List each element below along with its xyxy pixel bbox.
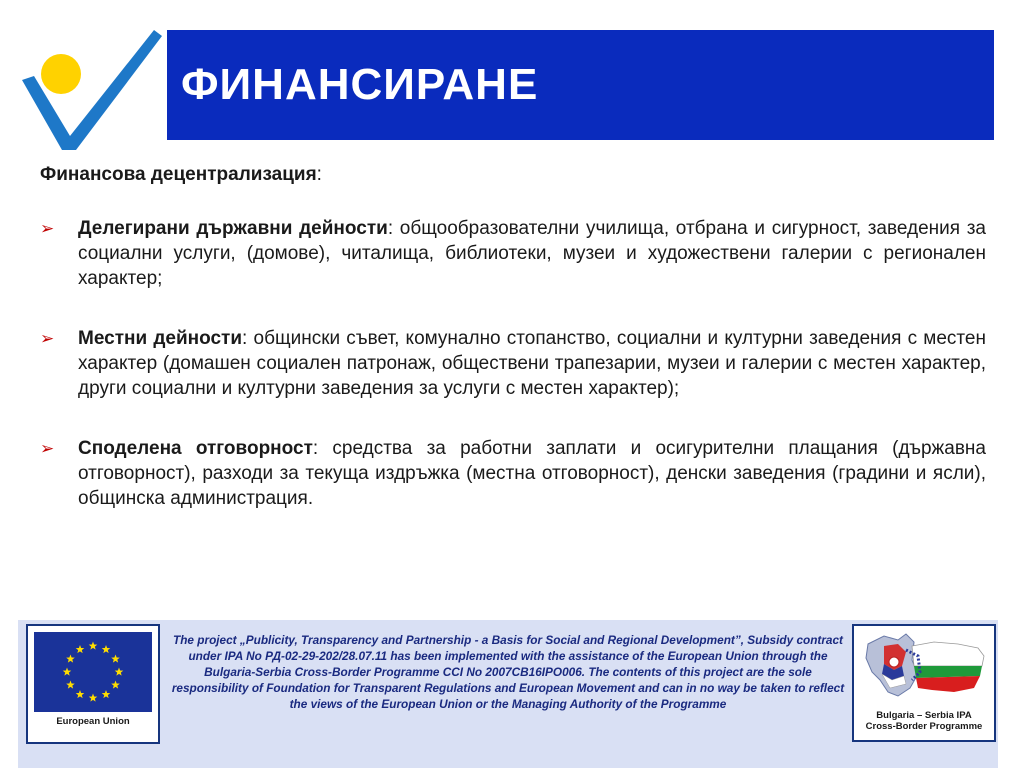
bullet-item (40, 436, 986, 511)
bullet-text: : средства за работни заплати и осигурителни плащания (държавна отговорност), разходи за текуща издръжка (местна отговорност), денски заведения (градини и ясли), общинска администрация. (78, 438, 986, 509)
main-content (40, 162, 986, 546)
check-icon (22, 30, 162, 150)
arrow-bullet-icon: ➢ (40, 329, 55, 348)
bullet-item (40, 216, 986, 291)
eu-flag-icon (34, 632, 152, 712)
arrow-bullet-icon: ➢ (40, 219, 55, 238)
sun-icon (41, 54, 81, 94)
section-subtitle (40, 162, 986, 188)
bullet-text: : общински съвет, комунално стопанство, социални и културни заведения с местен характер (домашен социален патронаж, обществени трапезарии, музеи и галерии с местен характер, други социални и културни заведения за услуги с местен характер); (78, 328, 986, 399)
eu-label: European Union (56, 716, 130, 727)
title-bar (167, 30, 994, 140)
programme-logo (852, 624, 996, 742)
disclaimer-text: The project „Publicity, Transparency and Partnership - a Basis for Social and Regional Development”, Subsidy contract under IPA No РД-02-29-202/28.07.11 has been implemented with the assistance of the European Union through the Bulgaria-Serbia Cross-Border Programme CCI No 2007CB16IPO006. The contents of this project are the sole responsibility of Foundation for Transparent Regulations and European Movement and can in no way be taken to reflect the views of the European Union or the Managing Authority of the Programme (171, 633, 845, 711)
subtitle-suffix: : (316, 164, 322, 185)
programme-line-1: Bulgaria – Serbia IPA (876, 710, 972, 721)
checkmark-logo-icon (14, 30, 164, 155)
programme-label (854, 710, 994, 732)
page-title: ФИНАНСИРАНЕ (181, 60, 539, 109)
bullet-heading: Споделена отговорност (78, 438, 313, 459)
bulgaria-serbia-map-icon (854, 626, 994, 710)
footer-banner (18, 620, 998, 768)
bullet-text: : общообразователни училища, отбрана и сигурност, заведения за социални услуги, (домове), читалища, библиотеки, музеи и художествени галерии с регионален характер; (78, 218, 987, 289)
bullet-heading: Местни дейности (78, 328, 243, 349)
subtitle-bold: Финансова децентрализация (40, 164, 317, 185)
bullet-item (40, 326, 986, 401)
bullet-heading: Делегирани държавни дейности (78, 218, 388, 239)
arrow-bullet-icon: ➢ (40, 439, 55, 458)
eu-logo (26, 624, 160, 744)
programme-line-2: Cross-Border Programme (865, 721, 983, 732)
